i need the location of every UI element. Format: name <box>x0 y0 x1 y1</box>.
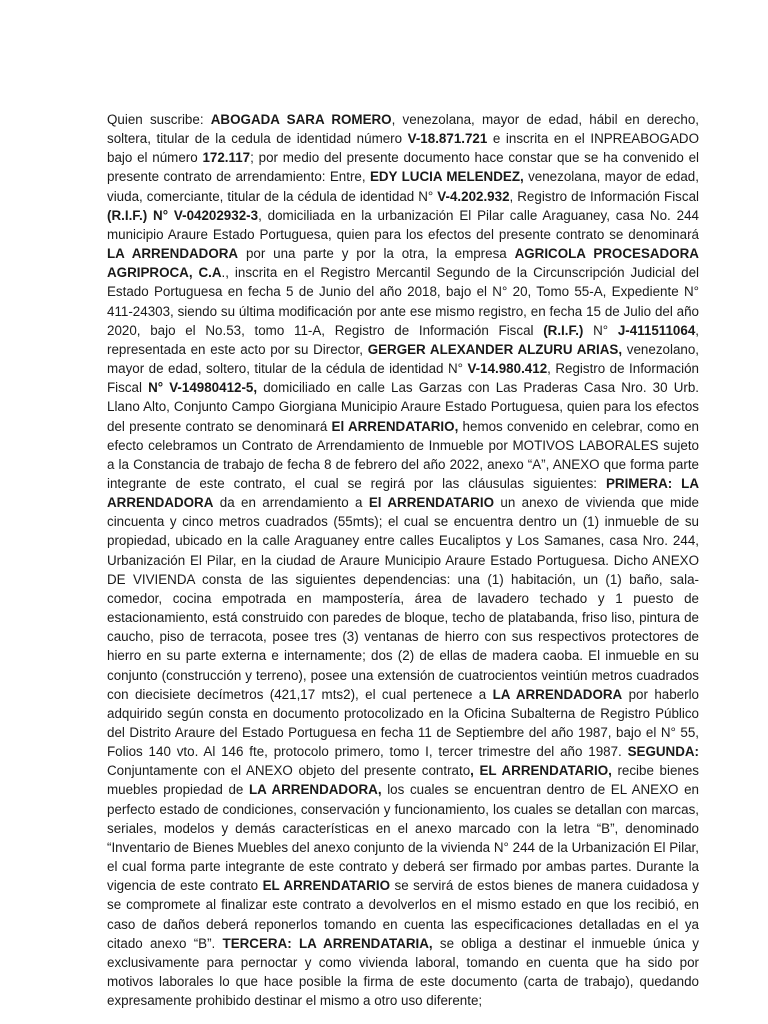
text-run: e inscrita en el INPREABOGADO bajo el número <box>107 131 699 166</box>
text-run: domiciliado en calle Las Garzas con Las Praderas Casa Nro. 30 Urb. Llano Alto, Conjunto Campo Giorgiana Municipio Araure Estado Portuguesa, quien para los efectos del presente contrato se denominará <box>107 380 699 434</box>
bold-text-run: (R.I.F.) N° V-04202932-3 <box>107 207 259 223</box>
text-run: se servirá de estos bienes de manera cuidadosa y se compromete al finalizar este contrato a devolverlos en el mismo estado en que los recibió, en caso de daños deberá reponerlos tomando en cuenta las especificaciones detalladas en el ya citado anexo “B”. <box>107 878 699 951</box>
text-run: recibe bienes muebles propiedad de <box>107 763 699 798</box>
bold-text-run: LA ARRENDADORA <box>107 246 239 262</box>
text-run: hemos convenido en celebrar, como en efecto celebramos un Contrato de Arrendamiento de Inmueble por MOTIVOS LABORALES sujeto a la Constancia de trabajo de fecha 8 de febrero del año 2022, anexo “A”, ANEXO que forma parte integrante de este contrato, el cual se regirá por las cláusulas siguientes: <box>107 418 699 491</box>
bold-text-run: LA ARRENDADORA <box>492 686 623 702</box>
text-run: ., inscrita en el Registro Mercantil Segundo de la Circunscripción Judicial del Estado Portuguesa en fecha 5 de Junio del año 2018, bajo el N° 20, Tomo 55-A, Expediente N° 411-24303, siendo su última modificación por ante ese mismo registro, en fecha 15 de Julio del año 2020, bajo el No.53, tomo 11-A, Registro de Información Fiscal <box>107 265 699 338</box>
text-run: da en arrendamiento a <box>213 495 369 511</box>
text-run: , representada en este acto por su Director, <box>107 322 699 357</box>
bold-text-run: (R.I.F.) <box>543 322 584 338</box>
text-run: un anexo de vivienda que mide cincuenta y cinco metros cuadrados (55mts); el cual se encuentra dentro un (1) inmueble de su propiedad, ubicado en la calle Araguaney entre calles Eucaliptos y Los Samanes, casa Nro. 244, Urbanización El Pilar, en la ciudad de Araure Municipio Araure Estado Portuguesa. Dicho ANEXO DE VIVIENDA consta de las siguientes dependencias: una (1) habitación, un (1) baño, sala-comedor, cocina empotrada en mampostería, área de lavadero techado y 1 puesto de estacionamiento, está construido con paredes de bloque, techo de platabanda, friso liso, pintura de caucho, piso de terracota, posee tres (3) ventanas de hierro con sus respectivos protectores de hierro en su parte externa e internamente; dos (2) de ellas de madera caoba. El inmueble en su conjunto (construcción y terreno), posee una extensión de cuatrocientos veintiún metros cuadrados con diecisiete decímetros (421,17 mts2), el cual pertenece a <box>107 495 700 702</box>
bold-text-run: 172.117 <box>202 150 251 166</box>
bold-text-run: EDY LUCIA MELENDEZ, <box>369 169 524 185</box>
bold-text-run: AGRICOLA PROCESADORA AGRIPROCA, C.A <box>107 246 699 281</box>
bold-text-run: PRIMERA: LA ARRENDADORA <box>107 475 699 511</box>
bold-text-run: V-14.980.412 <box>467 361 548 377</box>
bold-text-run: LA ARRENDADORA, <box>248 782 382 798</box>
document-page <box>107 110 700 1009</box>
bold-text-run: GERGER ALEXANDER ALZURU ARIAS, <box>367 341 623 357</box>
text-run: los cuales se encuentran dentro de EL ANEXO en perfecto estado de condiciones, conservación y funcionamiento, los cuales se detallan con marcas, seriales, modelos y demás características en el anexo marcado con la letra “B”, denominado “Inventario de Bienes Muebles del anexo conjunto de la vivienda N° 244 de la Urbanización El Pilar, el cual forma parte integrante de este contrato y deberá ser firmado por ambas partes. Durante la vigencia de este contrato <box>107 782 699 894</box>
bold-text-run: ABOGADA SARA ROMERO <box>210 112 392 127</box>
text-run: Quien suscribe: <box>107 112 211 127</box>
text-run: ; por medio del presente documento hace constar que se ha convenido el presente contrato de arrendamiento: Entre, <box>107 150 699 185</box>
bold-text-run: TERCERA: LA ARRENDATARIA, <box>222 935 433 951</box>
text-run: , Registro de Información Fiscal <box>509 188 699 204</box>
text-run: por una parte y por la otra, la empresa <box>238 246 515 262</box>
text-run: , venezolana, mayor de edad, hábil en derecho, soltera, titular de la cedula de identidad número <box>107 112 699 147</box>
text-run: venezolana, mayor de edad, viuda, comerciante, titular de la cédula de identidad N° <box>107 169 699 204</box>
bold-text-run: V-4.202.932 <box>437 188 510 204</box>
bold-text-run: , EL ARRENDATARIO, <box>470 763 612 779</box>
text-run: N° <box>583 322 618 338</box>
text-run: , domiciliada en la urbanización El Pilar calle Araguaney, casa No. 244 municipio Araure Estado Portuguesa, quien para los efectos del presente contrato se denominará <box>107 207 699 242</box>
text-run: , Registro de Información Fiscal <box>107 361 699 396</box>
bold-text-run: El ARRENDATARIO <box>368 495 494 511</box>
bold-text-run: J-411511064 <box>617 322 696 338</box>
bold-text-run: V-18.871.721 <box>407 131 488 147</box>
text-run: se obliga a destinar el inmueble única y exclusivamente para pernoctar y como vivienda laboral, tomando en cuenta que ha sido por motivos laborales lo que hace posible la firma de este documento (carta de trabajo), quedando expresamente prohibido destinar el mismo a otro uso diferente; <box>107 935 700 1009</box>
text-run: por haberlo adquirido según consta en documento protocolizado en la Oficina Subalterna de Registro Público del Distrito Araure del Estado Portuguesa en fecha 11 de Septiembre del año 1987, bajo el N° 55, Folios 140 vto. Al 146 fte, protocolo primero, tomo I, tercer trimestre del año 1987. <box>107 686 699 760</box>
bold-text-run: EL ARRENDATARIO <box>262 878 391 894</box>
bold-text-run: SEGUNDA: <box>627 744 699 760</box>
text-run: Conjuntamente con el ANEXO objeto del presente contrato <box>107 763 471 779</box>
contract-paragraph <box>107 110 699 1010</box>
bold-text-run: El ARRENDATARIO, <box>331 418 459 434</box>
bold-text-run: N° V-14980412-5, <box>148 380 258 396</box>
text-run: venezolano, mayor de edad, soltero, titular de la cédula de identidad N° <box>107 341 700 377</box>
